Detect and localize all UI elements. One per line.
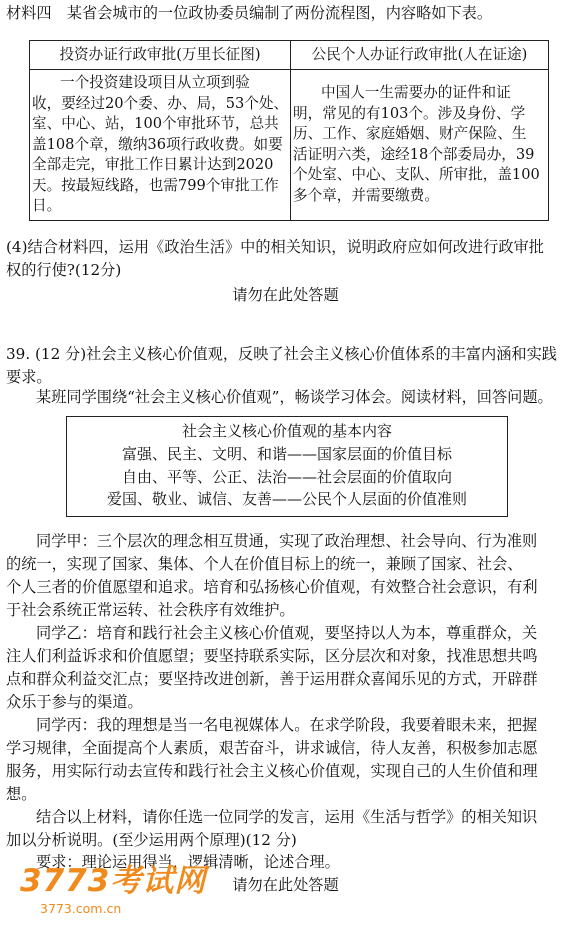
table-cell-line: 全部走完，审批工作日累计达到2020	[32, 156, 274, 173]
core-values-box	[66, 416, 508, 517]
table-cell-line: 中国人一生需要办的证件和证	[321, 84, 511, 101]
core-values-row-personal: 爱国、敬业、诚信、友善——公民个人层面的价值准则	[106, 490, 467, 508]
answer-hint: 请勿在此处答题	[232, 876, 339, 894]
table-cell-line: 活证明六类，途经18个部委局办，39	[293, 145, 535, 163]
requirement-text: 要求：理论运用得当，逻辑清晰，论述合理。	[36, 853, 340, 871]
table-cell-line: 室、中心、站，100个审批环节，总共	[32, 115, 279, 132]
table-cell-line: 收，要经过20个委、办、局，53个处、	[32, 94, 289, 112]
table-cell-line: 多个章，并需要缴费。	[293, 186, 439, 204]
paragraph-line: 想。	[6, 785, 37, 803]
paragraph-line: 学习规律，全面提高个人素质，艰苦奋斗，讲求诚信，待人友善，积极参加志愿	[6, 739, 538, 757]
paragraph-line: 点和群众利益交汇点；要坚持改进创新，善于运用群众喜闻乐见的方式，开辟群	[6, 670, 538, 688]
paragraph-line: 同学甲：三个层次的理念相互贯通，实现了政治理想、社会导向、行为准则	[36, 532, 538, 550]
question-39-line1: 39. (12 分)社会主义核心价值观，反映了社会主义核心价值体系的丰富内涵和实践	[6, 345, 557, 363]
core-values-row-national: 富强、民主、文明、和谐——国家层面的价值目标	[121, 445, 452, 463]
core-values-title: 社会主义核心价值观的基本内容	[181, 422, 392, 440]
task-line2: 加以分析说明。(至少运用两个原理)(12 分)	[6, 831, 297, 849]
site-watermark	[20, 861, 225, 923]
table-cell-line: 一个投资建设项目从立项到验	[60, 74, 250, 91]
paragraph-line: 同学丙：我的理想是当一名电视媒体人。在求学阶段，我要着眼未来，把握	[36, 716, 538, 734]
table-cell-line: 日。	[32, 197, 62, 214]
material4-intro: 材料四 某省会城市的一位政协委员编制了两份流程图，内容略如下表。	[6, 4, 492, 22]
table-cell-line: 明，常见的有103个。涉及身份、学	[293, 104, 526, 122]
paragraph-line: 服务，用实际行动去宣传和践行社会主义核心价值观，实现自己的人生价值和理	[6, 762, 538, 780]
watermark-logo: 3773考试网	[20, 863, 207, 899]
answer-hint: 请勿在此处答题	[232, 286, 339, 304]
table-header-divider	[30, 69, 548, 70]
paragraph-line: 同学乙：培育和践行社会主义核心价值观，要坚持以人为本，尊重群众，关	[36, 624, 538, 642]
paragraph-line: 众乐于参与的渠道。	[6, 693, 143, 711]
table-header-investment: 投资办证行政审批(万里长征图)	[59, 46, 261, 63]
question-4-line1: (4)结合材料四，运用《政治生活》中的相关知识，说明政府应如何改进行政审批	[6, 238, 544, 256]
task-line1: 结合以上材料，请你任选一位同学的发言，运用《生活与哲学》的相关知识	[36, 808, 538, 826]
question-39-line2: 要求。	[6, 368, 52, 386]
paragraph-line: 于社会系统正常运转、社会秩序有效维护。	[6, 601, 295, 619]
paragraph-line: 个人三者的价值愿望和追求。培育和弘扬核心价值观，有效整合社会意识，有利	[6, 578, 538, 596]
table-cell-line: 盖108个章，缴纳36项行政收费。如要	[32, 135, 283, 153]
question-39-line3: 某班同学围绕“社会主义核心价值观”，畅谈学习体会。阅读材料，回答问题。	[36, 388, 553, 406]
table-cell-line: 历、工作、家庭婚姻、财产保险、生	[293, 125, 527, 142]
core-values-row-social: 自由、平等、公正、法治——社会层面的价值取向	[121, 468, 452, 486]
table-cell-line: 个处室、中心、支队、所审批，盖100	[293, 166, 540, 183]
paragraph-line: 的统一，实现了国家、集体、个人在价值目标上的统一，兼顾了国家、社会、	[6, 555, 523, 573]
approval-flow-table	[29, 40, 549, 221]
table-header-citizen: 公民个人办证行政审批(人在证途)	[311, 46, 528, 63]
paragraph-line: 注人们利益诉求和价值愿望；要坚持联系实际，区分层次和对象，找准思想共鸣	[6, 647, 538, 665]
watermark-url: 3773.com.cn	[40, 901, 122, 916]
table-cell-line: 天。按最短线路，也需799个审批工作	[32, 176, 279, 194]
question-4-line2: 权的行使?(12分)	[6, 261, 122, 279]
